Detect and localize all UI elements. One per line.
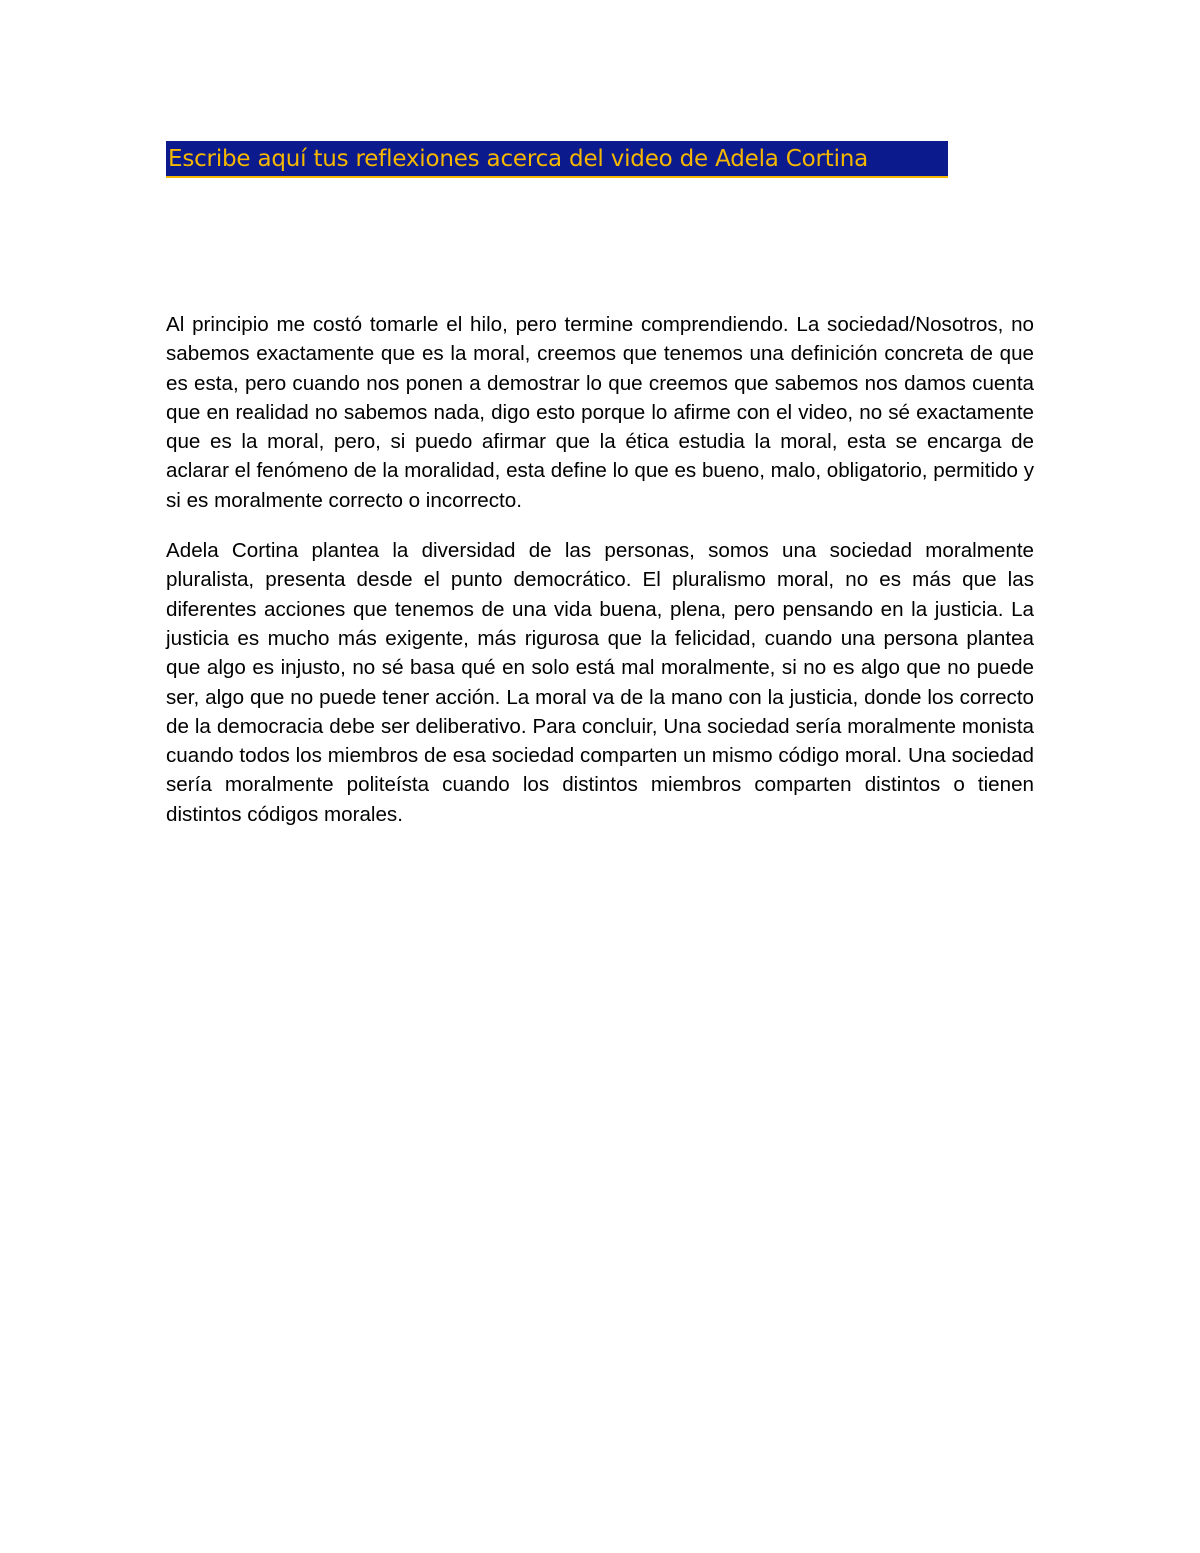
heading-banner <box>166 141 948 178</box>
document-heading: Escribe aquí tus reflexiones acerca del video de Adela Cortina <box>168 146 869 172</box>
paragraph-1: Al principio me costó tomarle el hilo, pero termine comprendiendo. La sociedad/Nosotros, no sabemos exactamente que es la moral, creemos que tenemos una definición concreta de que es esta, pero cuando nos ponen a demostrar lo que creemos que sabemos nos damos cuenta que en realidad no sabemos nada, digo esto porque lo afirme con el video, no sé exactamente que es la moral, pero, si puedo afirmar que la ética estudia la moral, esta se encarga de aclarar el fenómeno de la moralidad, esta define lo que es bueno, malo, obligatorio, permitido y si es moralmente correcto o incorrecto. <box>166 313 1034 512</box>
paragraph-2: Adela Cortina plantea la diversidad de las personas, somos una sociedad moralmente pluralista, presenta desde el punto democrático. El pluralismo moral, no es más que las diferentes acciones que tenemos de una vida buena, plena, pero pensando en la justicia. La justicia es mucho más exigente, más rigurosa que la felicidad, cuando una persona plantea que algo es injusto, no sé basa qué en solo está mal moralmente, si no es algo que no puede ser, algo que no puede tener acción. La moral va de la mano con la justicia, donde los correcto de la democracia debe ser deliberativo. Para concluir, Una sociedad sería moralmente monista cuando todos los miembros de esa sociedad comparten un mismo código moral. Una sociedad sería moralmente politeísta cuando los distintos miembros comparten distintos o tienen distintos códigos morales. <box>166 539 1034 826</box>
document-body <box>166 310 1034 850</box>
